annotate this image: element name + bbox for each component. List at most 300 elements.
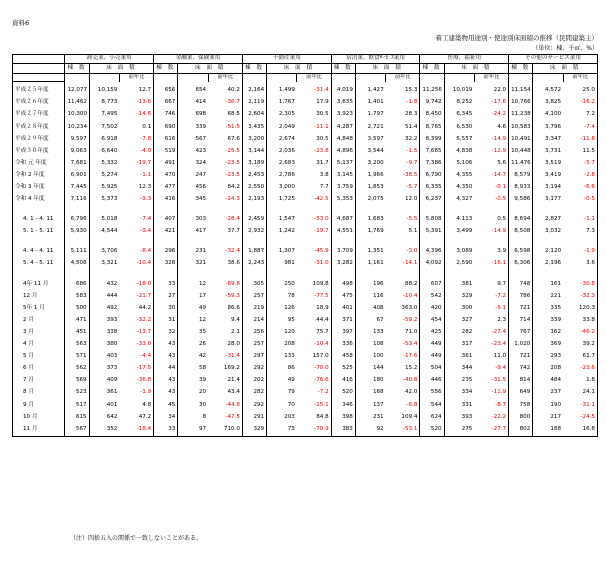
spacer-cell: [420, 206, 444, 214]
count-cell: 2,119: [242, 97, 266, 109]
count-cell: 328: [154, 258, 178, 270]
count-cell: 6,237: [420, 194, 444, 206]
count-cell: 297: [242, 351, 266, 363]
area-subcell: [444, 74, 474, 82]
count-cell: 491: [154, 158, 178, 170]
count-cell: 398: [331, 411, 355, 423]
yoy-cell: 2.3: [497, 316, 507, 323]
count-cell: 449: [420, 351, 444, 363]
yoy-cell: -23.6: [563, 363, 597, 375]
yoy-cell: -24.2: [491, 111, 507, 118]
yoy-cell: -9.4: [495, 365, 507, 372]
count-cell: 2,193: [242, 194, 266, 206]
yoy-cell: 43.4: [227, 389, 240, 396]
count-cell: 567: [65, 423, 89, 436]
area-cell: 49: [178, 303, 208, 315]
yoy-cell: 84.8: [316, 413, 329, 420]
area-cell: 408: [355, 303, 385, 315]
count-cell: 800: [509, 411, 533, 423]
count-cell: 802: [509, 423, 533, 436]
area-cell: 321: [178, 258, 208, 270]
area-cell: 1,499: [267, 85, 297, 97]
area-cell: 1,401: [355, 97, 385, 109]
spacer-cell: [331, 238, 355, 246]
yoy-cell: 39.2: [563, 339, 597, 351]
count-cell: 346: [331, 399, 355, 411]
spacer-cell: [178, 238, 208, 246]
count-cell: 721: [509, 303, 533, 315]
area-cell: 339: [178, 121, 208, 133]
spacer-cell: [13, 238, 65, 246]
area-cell: 361: [444, 351, 474, 363]
area-cell: 393: [89, 315, 119, 327]
count-cell: 569: [65, 375, 89, 387]
count-cell: 8,933: [509, 182, 533, 194]
yoy-cell: -7.2: [317, 389, 329, 396]
count-cell: 33: [154, 278, 178, 290]
yoy-cell: 710.0: [208, 423, 242, 436]
area-subcell: [267, 74, 297, 82]
area-cell: 208: [267, 339, 297, 351]
area-cell: 6,530: [444, 121, 474, 133]
count-cell: 767: [509, 327, 533, 339]
category-header: 医療、福祉用: [420, 55, 509, 64]
area-cell: 126: [267, 303, 297, 315]
yoy-cell: 7.2: [563, 109, 597, 121]
area-cell: 317: [444, 339, 474, 351]
yoy-cell: 33.8: [563, 315, 597, 327]
spacer-cell: [563, 270, 597, 278]
footnote: （注）四捨五入の関係で一致しないことがある。: [70, 535, 203, 542]
count-cell: 257: [242, 339, 266, 351]
count-subcell: [509, 74, 533, 82]
area-cell: 5,274: [89, 170, 119, 182]
yoy-cell: -23.5: [225, 159, 240, 166]
spacer-cell: [386, 270, 420, 278]
area-cell: 108: [355, 339, 385, 351]
count-cell: 4,848: [331, 133, 355, 145]
count-cell: 471: [65, 315, 89, 327]
count-cell: 3,282: [331, 258, 355, 270]
count-cell: 8,765: [420, 121, 444, 133]
yoy-cell: -32.4: [225, 248, 240, 255]
count-cell: 615: [65, 411, 89, 423]
area-cell: 231: [355, 411, 385, 423]
count-cell: 9,063: [65, 145, 89, 157]
spacer-cell: [355, 206, 385, 214]
count-cell: 282: [242, 387, 266, 399]
count-cell: 6,901: [65, 170, 89, 182]
yoy-cell: -9.3: [140, 196, 152, 203]
area-cell: 116: [355, 290, 385, 302]
area-cell: 3,825: [533, 97, 563, 109]
yoy-cell: -17.6: [491, 99, 507, 106]
row-label: 令和 4 年度: [13, 194, 65, 206]
count-cell: 420: [420, 303, 444, 315]
yoy-cell: 12.7: [138, 87, 152, 94]
spacer-cell: [13, 206, 65, 214]
spacer-cell: [509, 270, 533, 278]
document-label: 資料6: [12, 19, 30, 27]
yoy-cell: -12.9: [491, 147, 507, 154]
yoy-cell: -31.1: [563, 399, 597, 411]
area-cell: 345: [178, 194, 208, 206]
yoy-cell: 32.2: [404, 135, 418, 142]
row-label: 平成２９年度: [13, 133, 65, 145]
count-cell: 4,896: [331, 145, 355, 157]
row-label: 4. 1 - 4. 11: [13, 214, 65, 226]
yoy-cell: 3.8: [319, 171, 329, 178]
spacer-cell: [420, 270, 444, 278]
yoy-cell: 68.5: [227, 111, 240, 118]
count-subcell: [420, 74, 444, 82]
area-cell: 339: [533, 315, 563, 327]
table-row: [13, 411, 598, 423]
area-cell: 3,200: [355, 158, 385, 170]
count-cell: 6,335: [420, 182, 444, 194]
area-cell: 303: [178, 214, 208, 226]
count-cell: 202: [242, 375, 266, 387]
count-cell: 296: [154, 246, 178, 258]
area-cell: 12: [178, 278, 208, 290]
yoy-header: 前年比: [119, 74, 153, 82]
area-cell: 58: [178, 363, 208, 375]
count-cell: 4,396: [420, 246, 444, 258]
yoy-cell: -7.4: [563, 121, 597, 133]
area-cell: 208: [533, 363, 563, 375]
spacer-cell: [65, 270, 89, 278]
area-cell: 6,345: [444, 109, 474, 121]
area-cell: 12: [178, 315, 208, 327]
count-cell: 8,579: [509, 170, 533, 182]
area-header: 床 面 積: [267, 64, 332, 74]
area-cell: 282: [444, 327, 474, 339]
yoy-cell: 16.8: [563, 423, 597, 436]
area-cell: 196: [355, 278, 385, 290]
count-cell: 6,790: [420, 170, 444, 182]
unit-note: （単位：棟、千㎡、%）: [532, 45, 598, 52]
count-cell: 11,476: [509, 158, 533, 170]
area-cell: 133: [267, 351, 297, 363]
count-cell: 4,508: [65, 258, 89, 270]
area-cell: 4,113: [444, 214, 474, 226]
row-label: 5. 1 - 5. 11: [13, 226, 65, 238]
count-cell: 504: [420, 363, 444, 375]
yoy-cell: -14.9: [491, 135, 507, 142]
table-row: [13, 182, 598, 194]
count-cell: 10,448: [509, 145, 533, 157]
yoy-cell: -31.0: [314, 260, 329, 267]
area-subcell: [89, 74, 119, 82]
row-label: 4. 4 - 4. 11: [13, 246, 65, 258]
row-label: 5 月: [13, 351, 65, 363]
table-row: [13, 278, 598, 290]
yoy-cell: -53.1: [386, 423, 420, 436]
area-cell: 79: [267, 387, 297, 399]
header-corner-low: [13, 74, 65, 82]
spacer-cell: [297, 206, 331, 214]
count-cell: 9,597: [65, 133, 89, 145]
count-cell: 2,459: [242, 214, 266, 226]
yoy-cell: -27.4: [491, 328, 507, 335]
count-subcell: [242, 74, 266, 82]
spacer-cell: [242, 270, 266, 278]
area-cell: 417: [178, 226, 208, 238]
area-cell: 5,557: [444, 133, 474, 145]
count-cell: 12,077: [65, 85, 89, 97]
yoy-cell: -10.4: [314, 341, 329, 348]
yoy-cell: -5.7: [563, 158, 597, 170]
count-cell: 3,635: [331, 97, 355, 109]
area-cell: 334: [444, 387, 474, 399]
yoy-cell: 51.4: [404, 123, 418, 130]
table-row: [13, 363, 598, 375]
area-cell: 100: [355, 351, 385, 363]
yoy-cell: -11.8: [563, 133, 597, 145]
count-cell: 10,766: [509, 97, 533, 109]
area-cell: 2,674: [267, 133, 297, 145]
spacer-row: [13, 238, 598, 246]
table-row: [13, 258, 598, 270]
row-label: 令和 2 年度: [13, 170, 65, 182]
area-cell: 2,683: [267, 158, 297, 170]
yoy-cell: -14.1: [402, 260, 418, 267]
count-cell: 30: [154, 303, 178, 315]
area-subcell: [533, 74, 563, 82]
count-cell: 2,164: [242, 85, 266, 97]
spacer-cell: [563, 238, 597, 246]
yoy-cell: -32.3: [563, 290, 597, 302]
spacer-cell: [420, 238, 444, 246]
count-cell: 624: [420, 411, 444, 423]
count-cell: 34: [154, 411, 178, 423]
yoy-cell: -27.7: [474, 423, 508, 436]
count-cell: 517: [65, 399, 89, 411]
spacer-cell: [267, 238, 297, 246]
yoy-cell: -25.5: [225, 147, 240, 154]
yoy-cell: -69.8: [225, 280, 240, 287]
yoy-cell: -9.4: [140, 228, 152, 235]
count-cell: 1,020: [509, 339, 533, 351]
area-cell: 17: [178, 290, 208, 302]
row-label: 令和 元 年度: [13, 158, 65, 170]
area-subcell: [355, 74, 385, 82]
count-cell: 32: [154, 327, 178, 339]
area-cell: 3,519: [533, 158, 563, 170]
count-cell: 690: [154, 121, 178, 133]
yoy-cell: -19.7: [136, 159, 152, 166]
floor-area-table: [12, 54, 598, 437]
yoy-cell: -17.5: [136, 365, 152, 372]
count-cell: 4,092: [420, 258, 444, 270]
yoy-cell: 15.2: [404, 365, 418, 372]
count-cell: 2,243: [242, 258, 266, 270]
yoy-cell: 5.1: [408, 228, 418, 235]
count-cell: 5,353: [331, 194, 355, 206]
yoy-cell: -13.6: [136, 99, 152, 106]
yoy-cell: -2.8: [563, 170, 597, 182]
table-body: [13, 82, 598, 437]
yoy-cell: 9.4: [231, 316, 240, 323]
area-cell: 133: [355, 327, 385, 339]
area-cell: 4,327: [444, 194, 474, 206]
yoy-cell: -18.4: [119, 423, 153, 436]
category-header: 卸売業、小売業用: [65, 55, 154, 64]
spacer-cell: [178, 270, 208, 278]
yoy-cell: -22.2: [491, 413, 507, 420]
yoy-cell: -53.0: [314, 216, 329, 223]
yoy-cell: 84.2: [227, 184, 240, 190]
count-header: 棟 数: [331, 64, 355, 74]
area-cell: 401: [89, 399, 119, 411]
yoy-header: 前年比: [386, 74, 420, 82]
area-cell: 2,196: [533, 258, 563, 270]
yoy-cell: -10.4: [136, 260, 152, 267]
count-cell: 329: [242, 423, 266, 436]
count-cell: 2,604: [242, 109, 266, 121]
yoy-cell: 22.0: [493, 87, 507, 94]
area-cell: 380: [89, 339, 119, 351]
area-cell: 1,683: [355, 214, 385, 226]
yoy-cell: -11.9: [491, 389, 507, 396]
count-cell: 6,598: [509, 246, 533, 258]
count-cell: 4,687: [331, 214, 355, 226]
yoy-cell: -0.5: [495, 196, 507, 203]
area-cell: 981: [267, 258, 297, 270]
count-cell: 416: [331, 375, 355, 387]
spacer-cell: [89, 238, 119, 246]
area-cell: 180: [355, 375, 385, 387]
yoy-cell: -14.6: [136, 111, 152, 118]
spacer-cell: [331, 206, 355, 214]
count-header: 棟 数: [242, 64, 266, 74]
yoy-cell: 21.4: [227, 377, 240, 384]
spacer-cell: [297, 238, 331, 246]
row-label: 9 月: [13, 399, 65, 411]
yoy-cell: -6.8: [406, 401, 418, 408]
spacer-cell: [297, 270, 331, 278]
count-cell: 44: [154, 363, 178, 375]
yoy-cell: -36.7: [225, 99, 240, 106]
area-cell: 3,177: [533, 194, 563, 206]
area-cell: 2,075: [355, 194, 385, 206]
count-cell: 43: [154, 387, 178, 399]
table-row: [13, 226, 598, 238]
count-cell: 292: [242, 363, 266, 375]
count-cell: 814: [509, 375, 533, 387]
count-cell: 11,462: [65, 97, 89, 109]
yoy-cell: -30.8: [563, 278, 597, 290]
spacer-cell: [563, 206, 597, 214]
area-cell: 20: [178, 387, 208, 399]
count-cell: 292: [242, 399, 266, 411]
area-cell: 1,307: [267, 246, 297, 258]
count-cell: 336: [331, 339, 355, 351]
count-cell: 520: [420, 423, 444, 436]
count-cell: 1,887: [242, 246, 266, 258]
count-cell: 7,665: [420, 145, 444, 157]
count-cell: 8,694: [509, 214, 533, 226]
yoy-header-row: [13, 74, 598, 82]
yoy-cell: -8.4: [140, 248, 152, 255]
count-cell: 4,019: [331, 85, 355, 97]
count-cell: 542: [420, 290, 444, 302]
area-cell: 73: [267, 423, 297, 436]
spacer-cell: [208, 270, 242, 278]
area-cell: 3,796: [533, 121, 563, 133]
row-label: 7 月: [13, 375, 65, 387]
area-cell: 2,590: [444, 258, 474, 270]
area-cell: 344: [444, 363, 474, 375]
yoy-cell: -10.4: [402, 292, 418, 299]
count-cell: 520: [331, 387, 355, 399]
count-cell: 458: [331, 351, 355, 363]
area-cell: 567: [178, 133, 208, 145]
area-cell: 642: [89, 411, 119, 423]
count-cell: 758: [509, 399, 533, 411]
count-cell: 3,435: [242, 121, 266, 133]
count-cell: 407: [154, 214, 178, 226]
yoy-header: 前年比: [474, 74, 508, 82]
yoy-cell: 7.3: [563, 226, 597, 238]
table-row: [13, 194, 598, 206]
count-cell: 451: [65, 327, 89, 339]
area-cell: 3,731: [533, 145, 563, 157]
area-cell: 5,106: [444, 158, 474, 170]
table-row: [13, 351, 598, 363]
yoy-cell: -18.0: [136, 280, 152, 287]
area-cell: 2,036: [267, 145, 297, 157]
area-cell: 92: [355, 423, 385, 436]
yoy-cell: 11.0: [493, 353, 507, 360]
area-cell: 4,544: [89, 226, 119, 238]
area-cell: 484: [533, 375, 563, 387]
yoy-cell: -14.9: [491, 228, 507, 235]
yoy-cell: 75.7: [316, 328, 329, 335]
area-cell: 409: [89, 375, 119, 387]
count-cell: 214: [242, 315, 266, 327]
count-cell: 3,189: [242, 158, 266, 170]
yoy-cell: 30.5: [316, 111, 329, 118]
count-cell: 3,923: [331, 109, 355, 121]
table-row: [13, 327, 598, 339]
count-cell: 425: [420, 327, 444, 339]
row-label: 6 月: [13, 363, 65, 375]
area-cell: 369: [533, 339, 563, 351]
area-cell: 231: [178, 246, 208, 258]
area-cell: 444: [89, 290, 119, 302]
header-corner-mid: [13, 64, 65, 74]
count-cell: 563: [65, 339, 89, 351]
category-header: その他のサービス業用: [509, 55, 598, 64]
area-cell: 432: [89, 278, 119, 290]
count-cell: 616: [154, 133, 178, 145]
count-cell: 43: [154, 375, 178, 387]
spacer-cell: [355, 270, 385, 278]
area-cell: 5,332: [89, 158, 119, 170]
yoy-cell: -33.0: [136, 341, 152, 348]
count-cell: 43: [154, 351, 178, 363]
yoy-cell: 86.6: [227, 304, 240, 311]
yoy-header: 前年比: [297, 74, 331, 82]
yoy-cell: 61.7: [563, 351, 597, 363]
spacer-cell: [386, 206, 420, 214]
area-cell: 293: [533, 351, 563, 363]
area-cell: 3,032: [533, 226, 563, 238]
area-cell: 1,547: [267, 214, 297, 226]
count-cell: 5,930: [65, 226, 89, 238]
area-header: 床 面 積: [444, 64, 509, 74]
